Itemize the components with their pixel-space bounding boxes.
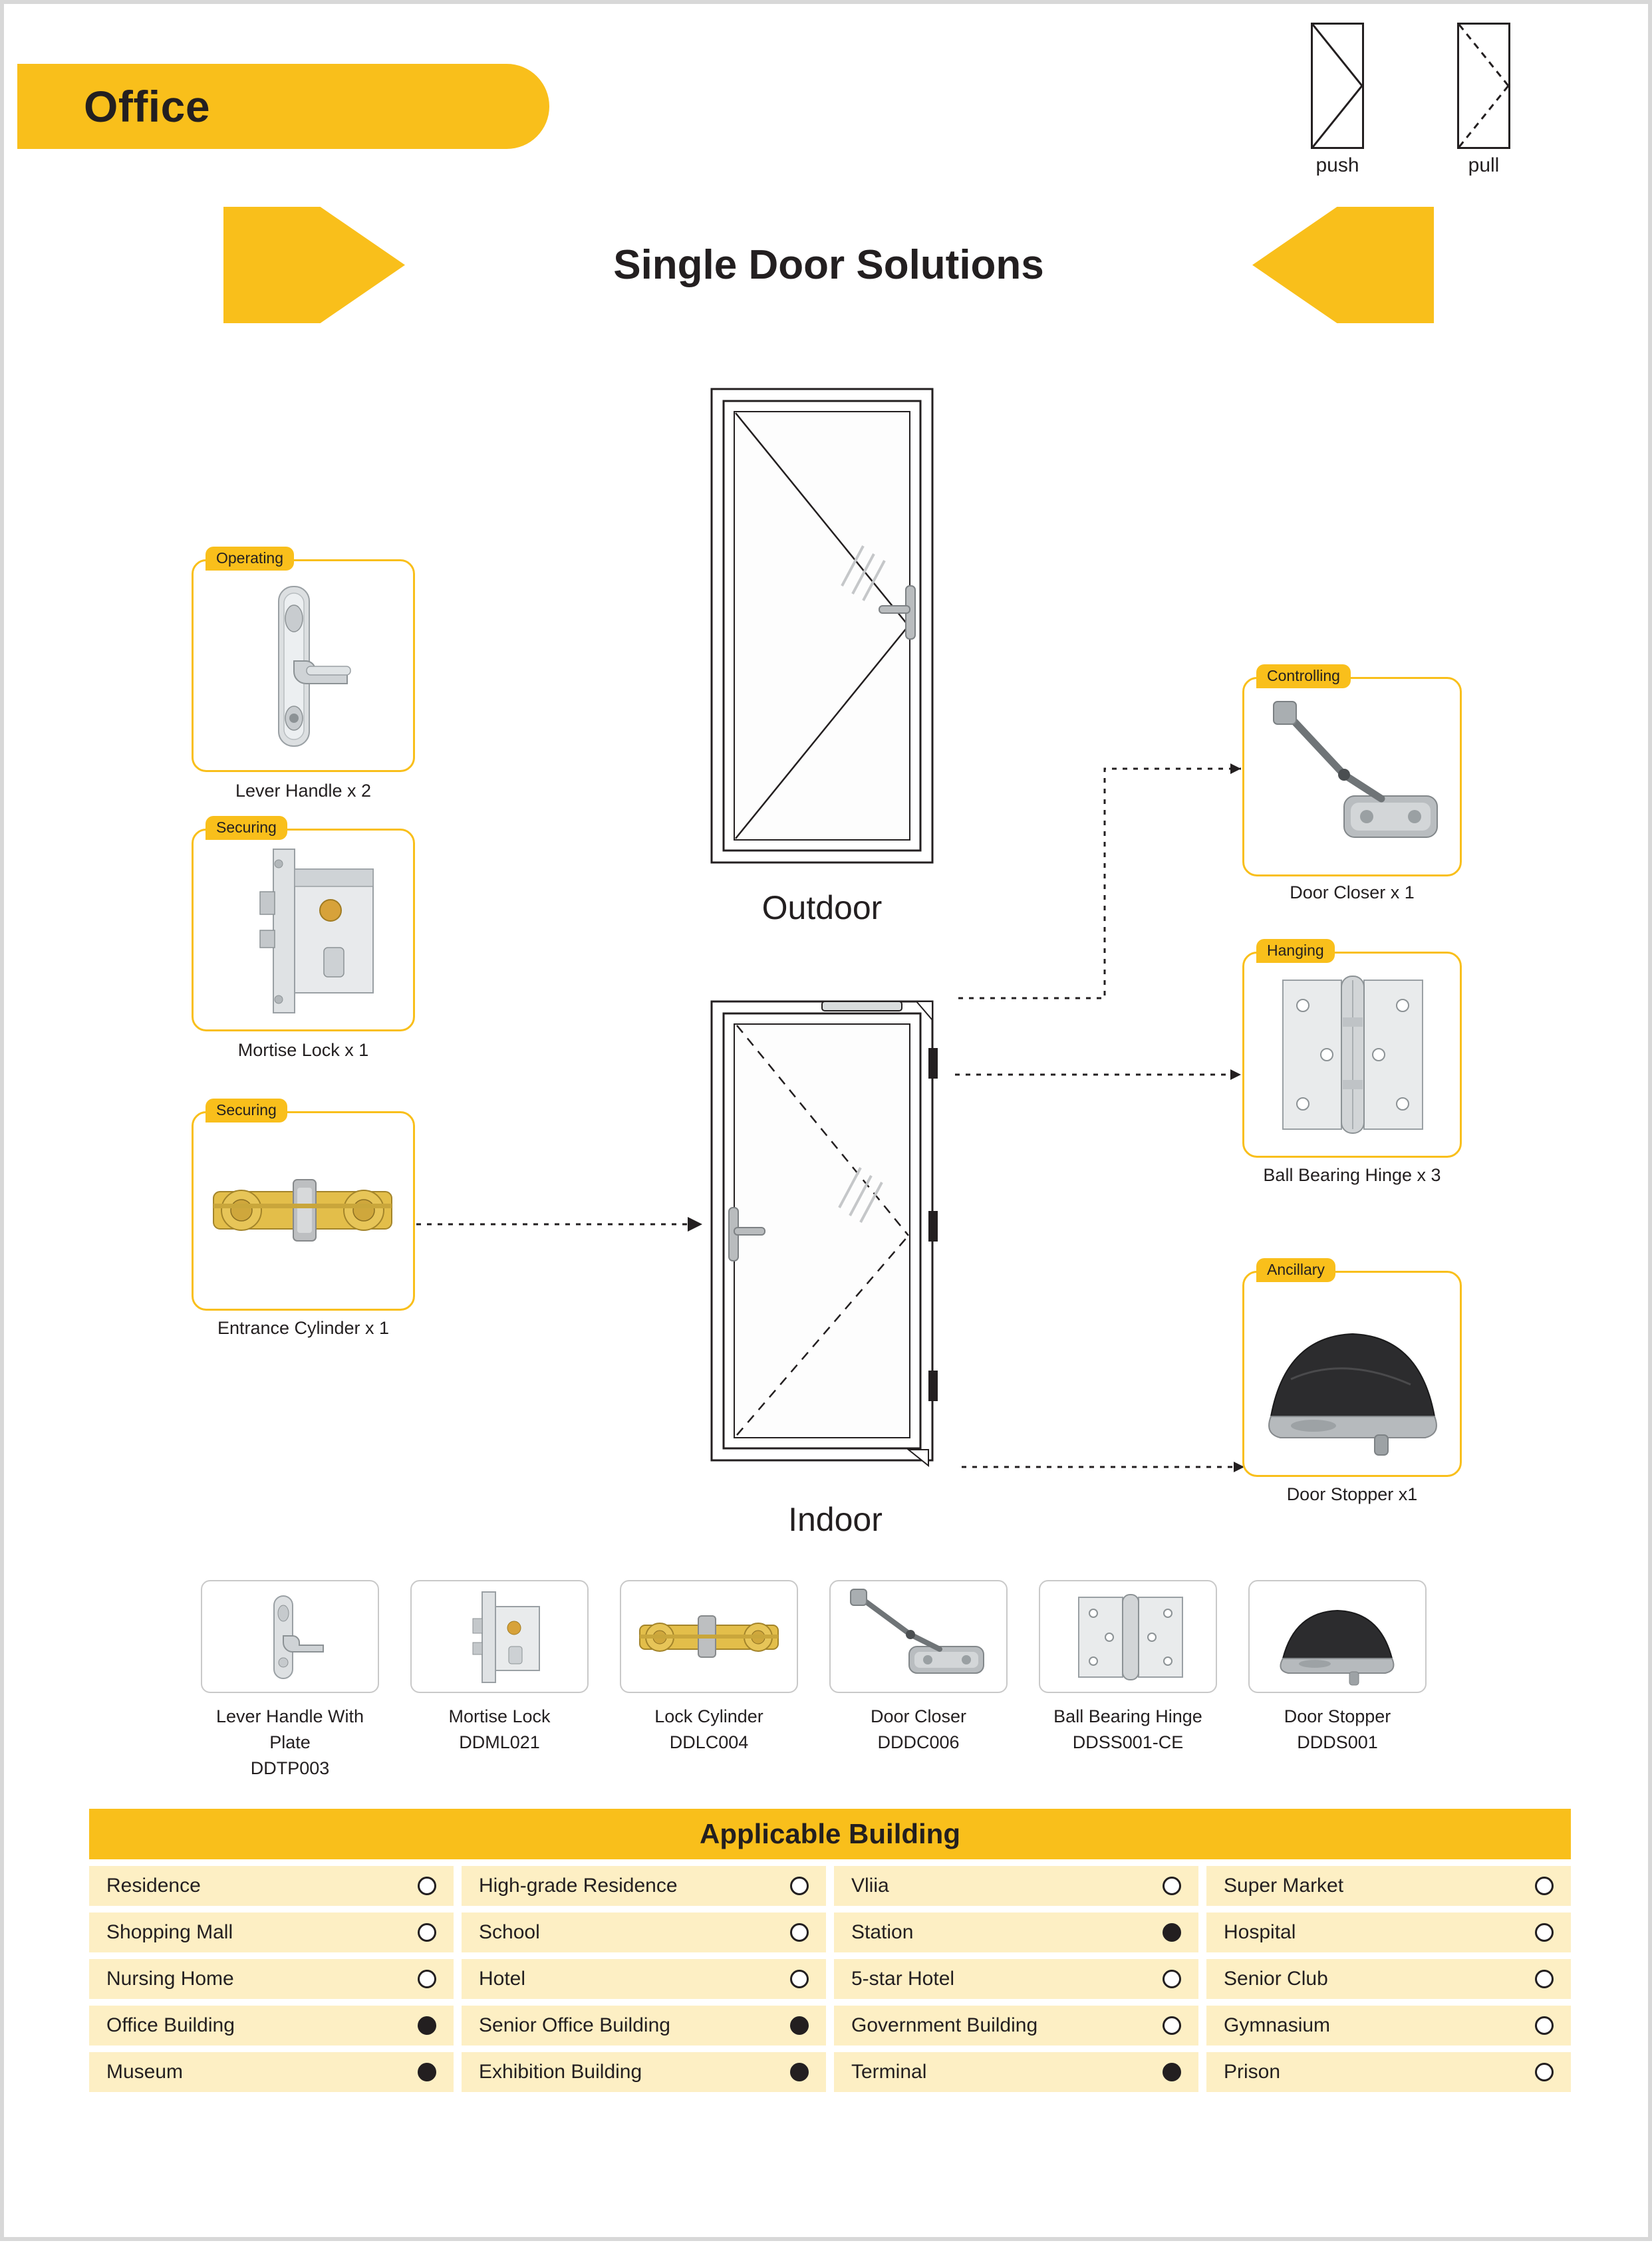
callout-ball-bearing-hinge	[1242, 942, 1462, 1185]
callout-caption: Entrance Cylinder x 1	[217, 1318, 390, 1338]
callout-caption: Door Closer x 1	[1290, 882, 1415, 902]
callout-tag: Controlling	[1256, 664, 1351, 688]
applicable-building-option[interactable]	[834, 2052, 1198, 2092]
applicable-building-title: Applicable Building	[89, 1809, 1571, 1859]
product-thumb-lock-cylinder[interactable]	[620, 1580, 798, 1693]
applicable-building-option[interactable]	[1206, 2006, 1571, 2046]
product-name: Lock Cylinder	[654, 1706, 763, 1726]
radio-unselected-icon[interactable]	[790, 1970, 809, 1988]
option-label: Vliia	[851, 1875, 889, 1897]
applicable-building-grid	[89, 1866, 1571, 2092]
radio-selected-icon[interactable]	[418, 2016, 436, 2035]
option-label: High-grade Residence	[479, 1875, 678, 1897]
product-code: DDDC006	[877, 1732, 960, 1753]
product-thumb-door-closer[interactable]	[829, 1580, 1008, 1693]
product-label	[1248, 1704, 1427, 1756]
applicable-building-option[interactable]	[462, 1959, 826, 1999]
callout-door-closer	[1242, 667, 1462, 902]
callout-mortise-lock	[192, 819, 415, 1060]
callout-caption: Lever Handle x 2	[235, 781, 372, 801]
product-label	[410, 1704, 589, 1756]
option-label: Super Market	[1224, 1875, 1344, 1897]
radio-selected-icon[interactable]	[790, 2063, 809, 2081]
indoor-label: Indoor	[788, 1501, 883, 1538]
option-label: Exhibition Building	[479, 2061, 642, 2083]
radio-unselected-icon[interactable]	[1535, 1877, 1554, 1895]
applicable-building-option[interactable]	[834, 1959, 1198, 1999]
outdoor-label: Outdoor	[761, 889, 883, 926]
option-label: Residence	[106, 1875, 201, 1897]
product-thumb-lever-handle[interactable]	[201, 1580, 379, 1693]
option-label: Prison	[1224, 2061, 1281, 2083]
radio-unselected-icon[interactable]	[418, 1970, 436, 1988]
radio-unselected-icon[interactable]	[418, 1877, 436, 1895]
applicable-building-option[interactable]	[462, 1866, 826, 1906]
option-label: Gymnasium	[1224, 2014, 1331, 2036]
applicable-building-option[interactable]	[89, 2006, 454, 2046]
product-name: Lever Handle With Plate	[215, 1706, 364, 1753]
push-label: push	[1315, 154, 1359, 176]
product-name: Mortise Lock	[448, 1706, 551, 1726]
applicable-building-option[interactable]	[1206, 1866, 1571, 1906]
radio-selected-icon[interactable]	[790, 2016, 809, 2035]
option-label: Office Building	[106, 2014, 235, 2036]
product-code: DDLC004	[669, 1732, 749, 1753]
callout-caption: Mortise Lock x 1	[237, 1040, 369, 1060]
callout-tag: Ancillary	[1256, 1258, 1335, 1282]
radio-unselected-icon[interactable]	[790, 1923, 809, 1942]
option-label: Shopping Mall	[106, 1921, 233, 1943]
applicable-building-option[interactable]	[834, 2006, 1198, 2046]
option-label: Station	[851, 1921, 914, 1943]
radio-selected-icon[interactable]	[1163, 2063, 1181, 2081]
product-thumb-door-stopper[interactable]	[1248, 1580, 1427, 1693]
applicable-building-option[interactable]	[1206, 1959, 1571, 1999]
radio-unselected-icon[interactable]	[1163, 1877, 1181, 1895]
radio-selected-icon[interactable]	[1163, 1923, 1181, 1942]
applicable-building-option[interactable]	[89, 2052, 454, 2092]
radio-selected-icon[interactable]	[418, 2063, 436, 2081]
applicable-building-option[interactable]	[1206, 1913, 1571, 1952]
product-code: DDDS001	[1297, 1732, 1378, 1753]
callout-caption: Door Stopper x1	[1286, 1484, 1418, 1504]
product-name: Ball Bearing Hinge	[1053, 1706, 1202, 1726]
product-label	[620, 1704, 798, 1756]
option-label: Senior Club	[1224, 1968, 1328, 1990]
option-label: Hospital	[1224, 1921, 1296, 1943]
banner-title: Single Door Solutions	[613, 242, 1044, 288]
option-label: Hotel	[479, 1968, 526, 1990]
applicable-building-option[interactable]	[89, 1913, 454, 1952]
indoor-door-drawing	[709, 988, 962, 1470]
category-label: Office	[84, 82, 211, 131]
applicable-building-option[interactable]	[462, 2006, 826, 2046]
callout-entrance-cylinder	[192, 1101, 415, 1338]
callout-caption: Ball Bearing Hinge x 3	[1263, 1165, 1441, 1185]
applicable-building-option[interactable]	[1206, 2052, 1571, 2092]
product-label	[201, 1704, 379, 1782]
product-thumb-ball-bearing-hinge[interactable]	[1039, 1580, 1217, 1693]
callout-tag: Hanging	[1256, 939, 1335, 963]
product-code: DDTP003	[250, 1758, 330, 1779]
option-label: School	[479, 1921, 540, 1943]
radio-unselected-icon[interactable]	[1535, 1923, 1554, 1942]
applicable-building-option[interactable]	[89, 1866, 454, 1906]
product-name: Door Closer	[870, 1706, 967, 1726]
option-label: Museum	[106, 2061, 184, 2083]
applicable-building-option[interactable]	[834, 1913, 1198, 1952]
option-label: Nursing Home	[106, 1968, 234, 1990]
radio-unselected-icon[interactable]	[1535, 2063, 1554, 2081]
applicable-building-option[interactable]	[89, 1959, 454, 1999]
radio-unselected-icon[interactable]	[790, 1877, 809, 1895]
callout-tag: Operating	[206, 547, 294, 571]
option-label: 5-star Hotel	[851, 1968, 955, 1990]
product-name: Door Stopper	[1284, 1706, 1391, 1726]
option-label: Government Building	[851, 2014, 1038, 2036]
radio-unselected-icon[interactable]	[1535, 2016, 1554, 2035]
option-label: Terminal	[851, 2061, 927, 2083]
outdoor-door-drawing	[709, 386, 935, 865]
callout-door-stopper	[1242, 1261, 1462, 1504]
product-code: DDSS001-CE	[1072, 1732, 1184, 1753]
radio-unselected-icon[interactable]	[1535, 1970, 1554, 1988]
radio-unselected-icon[interactable]	[1163, 1970, 1181, 1988]
applicable-building-option[interactable]	[462, 1913, 826, 1952]
product-label	[1039, 1704, 1217, 1756]
callout-lever-handle	[192, 549, 415, 801]
callout-tag: Securing	[206, 1099, 287, 1122]
applicable-building-option[interactable]	[834, 1866, 1198, 1906]
product-thumb-mortise-lock[interactable]	[410, 1580, 589, 1693]
radio-unselected-icon[interactable]	[418, 1923, 436, 1942]
product-code: DDML021	[459, 1732, 540, 1753]
pull-label: pull	[1468, 154, 1500, 176]
option-label: Senior Office Building	[479, 2014, 670, 2036]
product-label	[829, 1704, 1008, 1756]
applicable-building-option[interactable]	[462, 2052, 826, 2092]
callout-tag: Securing	[206, 816, 287, 840]
radio-unselected-icon[interactable]	[1163, 2016, 1181, 2035]
